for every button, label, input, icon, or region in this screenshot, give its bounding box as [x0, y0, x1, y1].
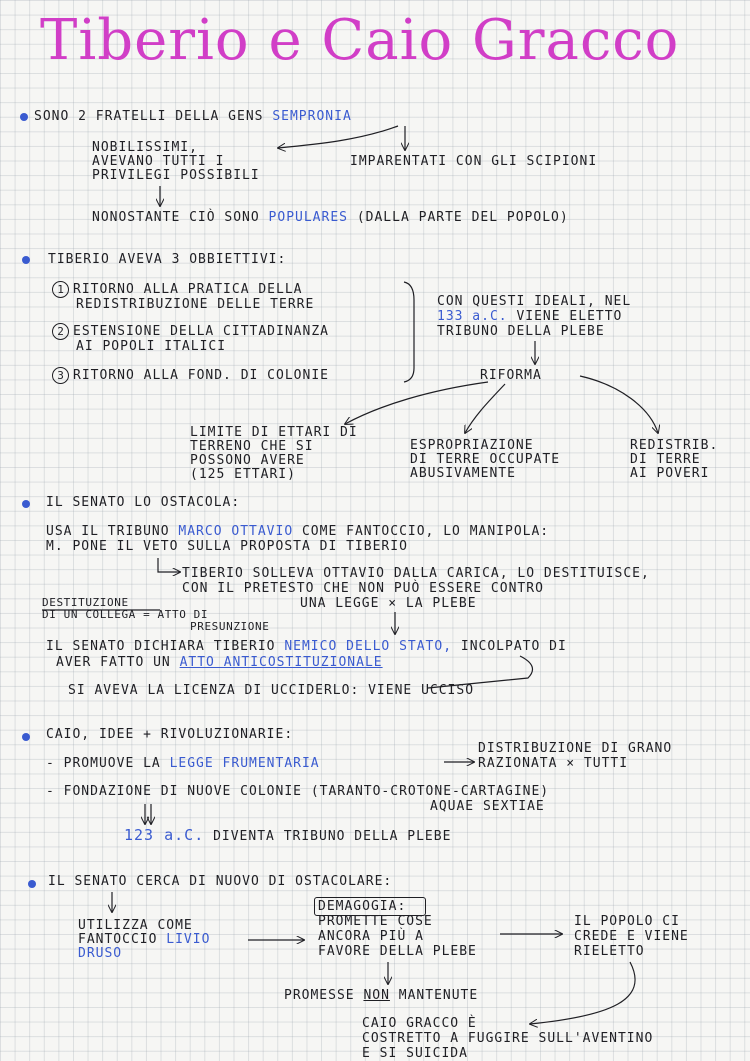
num-1: 1: [52, 281, 69, 298]
s2-obj-1b: REDISTRIBUZIONE DELLE TERRE: [76, 297, 315, 312]
arrow-to-limite: [345, 382, 488, 424]
obj-2a: ESTENSIONE DELLA CITTADINANZA: [73, 324, 329, 339]
s5-livio: LIVIO: [166, 932, 211, 947]
arrow-to-red: [580, 376, 658, 433]
s5-prom-3: FAVORE DELLA PLEBE: [318, 944, 477, 959]
s2-year-133: 133 a.C.: [437, 309, 508, 324]
s2-obj-2b: AI POPOLI ITALICI: [76, 339, 227, 354]
s4-distr-1: DISTRIBUZIONE DI GRANO: [478, 741, 673, 756]
s1-nobili-3: PRIVILEGI POSSIBILI: [92, 168, 260, 183]
s5-caio-3: E SI SUICIDA: [362, 1046, 468, 1061]
s4-fondazione: - FONDAZIONE DI NUOVE COLONIE: [46, 784, 302, 799]
arrow-to-tiberio: [158, 558, 180, 572]
s5-non: NON: [363, 988, 390, 1003]
s4-legge: LEGGE FRUMENTARIA: [169, 756, 320, 771]
s2-esp-1: ESPROPRIAZIONE: [410, 438, 534, 453]
s5-caio-2: COSTRETTO A FUGGIRE SULL'AVENTINO: [362, 1031, 654, 1046]
s3-ottavio: MARCO OTTAVIO: [178, 524, 294, 539]
s2-red-1: REDISTRIB.: [630, 438, 719, 453]
s3-aver-a: AVER FATTO UN: [56, 655, 171, 670]
objectives-bracket: [404, 282, 414, 382]
s5-druso: DRUSO: [78, 946, 123, 961]
s3-sen-c: INCOLPATO DI: [460, 639, 567, 654]
s1-non-a: NONOSTANTE CIÒ SONO: [92, 210, 260, 225]
s4-tribuno: DIVENTA TRIBUNO DELLA PLEBE: [213, 829, 452, 844]
s2-con-1: CON QUESTI IDEALI, NEL: [437, 294, 632, 309]
s5-popolo-1: IL POPOLO CI: [574, 914, 680, 929]
s3-fantoccio: COME FANTOCCIO, LO MANIPOLA:: [301, 524, 550, 539]
s2-red-2: DI TERRE: [630, 452, 701, 467]
s1-imparentati: IMPARENTATI CON GLI SCIPIONI: [350, 154, 598, 169]
num-2: 2: [52, 323, 69, 340]
s5-prom-2: ANCORA PIÙ A: [318, 929, 424, 944]
s3-sen-a: IL SENATO DICHIARA TIBERIO: [46, 639, 276, 654]
s2-red-3: AI POVERI: [630, 466, 710, 481]
s1-brothers: SONO 2 FRATELLI DELLA GENS: [34, 109, 264, 124]
s2-limite-3: POSSONO AVERE: [190, 453, 305, 468]
s1-populares: POPULARES: [268, 210, 348, 225]
arrow-to-nobili: [278, 126, 398, 148]
s5-popolo-2: CREDE E VIENE: [574, 929, 689, 944]
bracket-to-licenza: [428, 656, 533, 688]
s3-dest-2: DI UN COLLEGA = ATTO DI: [42, 608, 209, 621]
obj-1a: RITORNO ALLA PRATICA DELLA: [73, 282, 303, 297]
s2-limite-1: LIMITE DI ETTARI DI: [190, 425, 358, 440]
s4-aquae: AQUAE SEXTIAE: [430, 799, 545, 814]
arrow-to-esp: [465, 384, 505, 433]
s5-util-1: UTILIZZA COME: [78, 918, 193, 933]
s2-head: TIBERIO AVEVA 3 OBBIETTIVI:: [48, 252, 287, 267]
s4-promuove: - PROMUOVE LA: [46, 756, 161, 771]
s3-dest-3: PRESUNZIONE: [190, 620, 270, 633]
s4-colonie-list: (TARANTO-CROTONE-CARTAGINE): [310, 784, 550, 799]
s3-line-2: M. PONE IL VETO SULLA PROPOSTA DI TIBERIO: [46, 539, 408, 554]
s1-non-c: (DALLA PARTE DEL POPOLO): [356, 210, 569, 225]
s2-riforma: RIFORMA: [480, 368, 542, 383]
s2-limite-4: (125 ETTARI): [190, 467, 296, 482]
s2-limite-2: TERRENO CHE SI: [190, 439, 314, 454]
s3-head: IL SENATO LO OSTACOLA:: [46, 495, 241, 510]
s3-tiberio-3: UNA LEGGE × LA PLEBE: [300, 596, 477, 611]
s5-popolo-3: RIELETTO: [574, 944, 645, 959]
s4-distr-2: RAZIONATA × TUTTI: [478, 756, 629, 771]
s5-promesse-word: PROMESSE: [284, 988, 355, 1003]
page-title: Tiberio e Caio Gracco: [40, 8, 680, 73]
s5-prom-1: PROMETTE COSE: [318, 914, 433, 929]
s3-tiberio-2: CON IL PRETESTO CHE NON PUÒ ESSERE CONTRO: [182, 581, 544, 596]
s3-nemico: NEMICO DELLO STATO,: [284, 639, 453, 654]
s4-head: CAIO, IDEE + RIVOLUZIONARIE:: [46, 727, 294, 742]
num-3: 3: [52, 367, 69, 384]
arrow-popolo-to-caio: [530, 962, 635, 1024]
s5-head: IL SENATO CERCA DI NUOVO DI OSTACOLARE:: [48, 874, 393, 889]
s1-gens: SEMPRONIA: [272, 109, 352, 124]
obj-3: RITORNO ALLA FOND. DI COLONIE: [73, 368, 329, 383]
s3-licenza: SI AVEVA LA LICENZA DI UCCIDERLO: VIENE UCCISO: [68, 683, 475, 698]
s2-esp-2: DI TERRE OCCUPATE: [410, 452, 561, 467]
s1-nobili-2: AVEVANO TUTTI I: [92, 154, 225, 169]
s2-con-3: TRIBUNO DELLA PLEBE: [437, 324, 605, 339]
s2-eletto: VIENE ELETTO: [516, 309, 623, 324]
s3-atto-anticost: ATTO ANTICOSTITUZIONALE: [179, 655, 383, 670]
s5-mantenute: MANTENUTE: [398, 988, 479, 1003]
s3-tiberio-1: TIBERIO SOLLEVA OTTAVIO DALLA CARICA, LO DESTITUISCE,: [182, 566, 650, 581]
s3-dest-1: DESTITUZIONE: [42, 596, 129, 609]
s5-caio-1: CAIO GRACCO È: [362, 1016, 477, 1031]
s5-demagogia: DEMAGOGIA:: [318, 899, 407, 914]
s3-usa: USA IL TRIBUNO: [46, 524, 170, 539]
s4-year-123: 123 a.C.: [124, 826, 205, 844]
s2-esp-3: ABUSIVAMENTE: [410, 466, 516, 481]
s5-fantoccio: FANTOCCIO: [78, 932, 158, 947]
s1-nobili-1: NOBILISSIMI,: [92, 140, 198, 155]
